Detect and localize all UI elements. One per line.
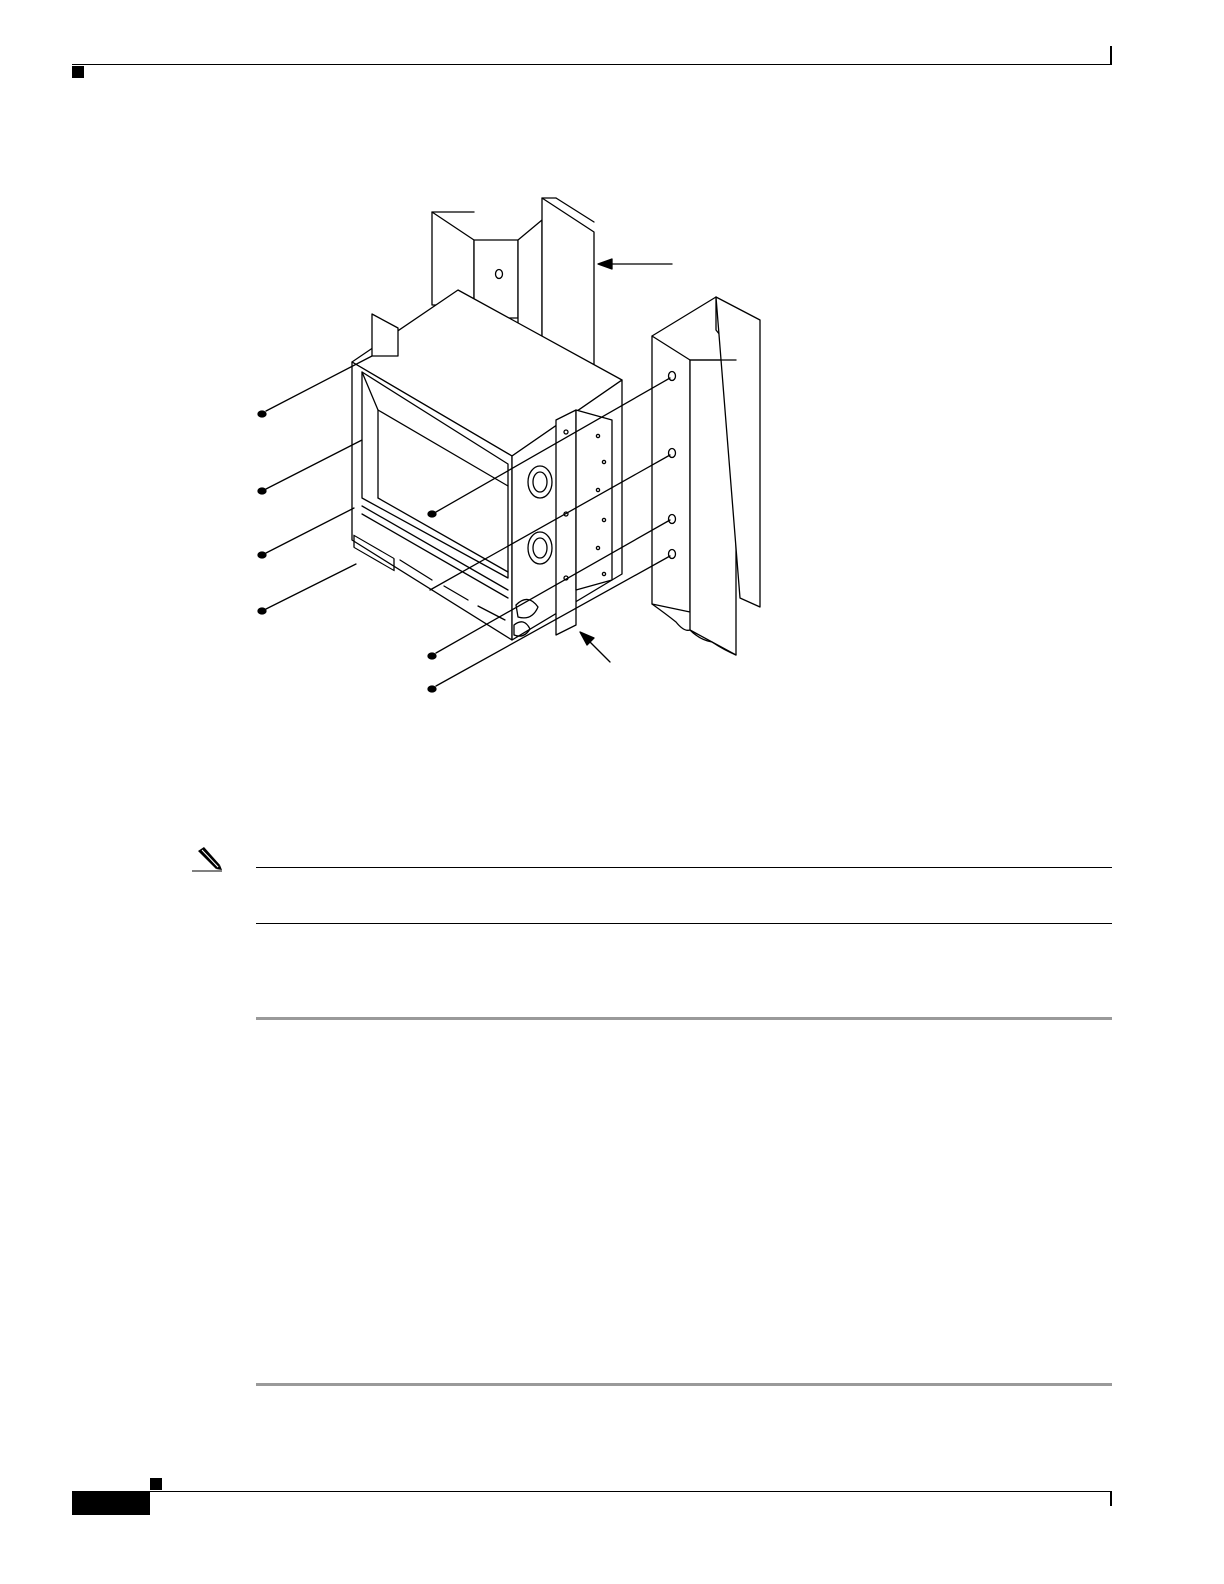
procedure-start-rule [256,1017,1112,1020]
pencil-note-icon [190,845,224,873]
header-corner-marker [72,66,84,78]
chassis-mounting-illustration [240,180,800,720]
footer-rule [72,1491,1112,1492]
header-rule [72,64,1112,65]
procedure-end-rule [256,1383,1112,1386]
footer-corner-marker [150,1478,162,1490]
rear-post-callout-arrow [598,259,672,269]
bracket-callout-arrow [580,632,610,662]
footer-tick-mark [1110,1492,1112,1506]
front-rack-post [652,297,760,655]
header-tick-mark [1110,46,1112,65]
note-top-rule [256,867,1112,868]
footer-page-number-block [72,1492,150,1515]
note-bottom-rule [256,923,1112,924]
